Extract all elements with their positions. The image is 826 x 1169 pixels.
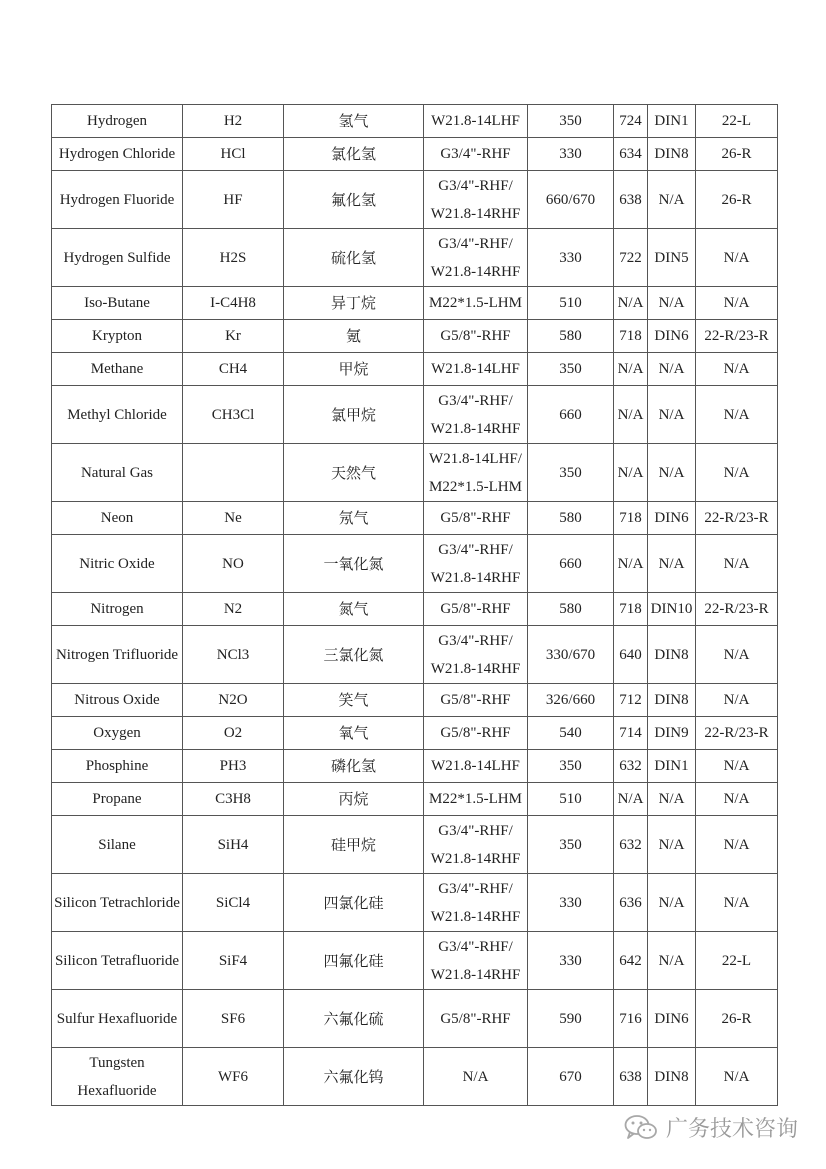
chinese-name: 甲烷 bbox=[284, 353, 424, 386]
gas-name: Silicon Tetrachloride bbox=[52, 874, 183, 932]
pressure: 330 bbox=[528, 932, 614, 990]
formula: I-C4H8 bbox=[183, 287, 284, 320]
formula: HF bbox=[183, 171, 284, 229]
chinese-name: 氯甲烷 bbox=[284, 386, 424, 444]
watermark bbox=[624, 1112, 798, 1143]
connection: M22*1.5-LHM bbox=[424, 287, 528, 320]
code: 638 bbox=[614, 1048, 648, 1106]
pressure: 580 bbox=[528, 593, 614, 626]
formula: N2O bbox=[183, 684, 284, 717]
pressure: 580 bbox=[528, 320, 614, 353]
connection: G3/4"-RHF/ W21.8-14RHF bbox=[424, 386, 528, 444]
table-row bbox=[52, 105, 778, 138]
spec: 22-R/23-R bbox=[696, 502, 778, 535]
pressure: 580 bbox=[528, 502, 614, 535]
pressure: 510 bbox=[528, 287, 614, 320]
connection: W21.8-14LHF bbox=[424, 750, 528, 783]
spec: N/A bbox=[696, 535, 778, 593]
connection: G5/8"-RHF bbox=[424, 593, 528, 626]
connection: G3/4"-RHF/ W21.8-14RHF bbox=[424, 626, 528, 684]
chinese-name: 氟化氢 bbox=[284, 171, 424, 229]
formula: N2 bbox=[183, 593, 284, 626]
din: DIN10 bbox=[648, 593, 696, 626]
table-row bbox=[52, 444, 778, 502]
formula: SiF4 bbox=[183, 932, 284, 990]
connection: W21.8-14LHF/ M22*1.5-LHM bbox=[424, 444, 528, 502]
spec: 22-R/23-R bbox=[696, 593, 778, 626]
code: 638 bbox=[614, 171, 648, 229]
gas-name: Krypton bbox=[52, 320, 183, 353]
gas-name: Neon bbox=[52, 502, 183, 535]
code: N/A bbox=[614, 287, 648, 320]
chinese-name: 氮气 bbox=[284, 593, 424, 626]
formula: H2 bbox=[183, 105, 284, 138]
table-row bbox=[52, 386, 778, 444]
connection: G5/8"-RHF bbox=[424, 717, 528, 750]
code: N/A bbox=[614, 353, 648, 386]
gas-name: Nitrous Oxide bbox=[52, 684, 183, 717]
code: 632 bbox=[614, 816, 648, 874]
table-row bbox=[52, 626, 778, 684]
table-row bbox=[52, 783, 778, 816]
table-row bbox=[52, 593, 778, 626]
din: DIN1 bbox=[648, 105, 696, 138]
gas-name: Propane bbox=[52, 783, 183, 816]
connection: G5/8"-RHF bbox=[424, 990, 528, 1048]
pressure: 326/660 bbox=[528, 684, 614, 717]
din: N/A bbox=[648, 386, 696, 444]
gas-name: Tungsten Hexafluoride bbox=[52, 1048, 183, 1106]
gas-name: Silane bbox=[52, 816, 183, 874]
din: N/A bbox=[648, 171, 696, 229]
table-row bbox=[52, 138, 778, 171]
chinese-name: 硫化氢 bbox=[284, 229, 424, 287]
din: DIN9 bbox=[648, 717, 696, 750]
din: N/A bbox=[648, 874, 696, 932]
connection: G5/8"-RHF bbox=[424, 320, 528, 353]
wechat-icon bbox=[624, 1114, 658, 1142]
chinese-name: 氧气 bbox=[284, 717, 424, 750]
chinese-name: 硅甲烷 bbox=[284, 816, 424, 874]
spec: N/A bbox=[696, 353, 778, 386]
chinese-name: 六氟化钨 bbox=[284, 1048, 424, 1106]
code: 632 bbox=[614, 750, 648, 783]
connection: W21.8-14LHF bbox=[424, 105, 528, 138]
spec: N/A bbox=[696, 816, 778, 874]
table-row bbox=[52, 874, 778, 932]
table-row bbox=[52, 932, 778, 990]
connection: G3/4"-RHF/ W21.8-14RHF bbox=[424, 229, 528, 287]
pressure: 590 bbox=[528, 990, 614, 1048]
code: N/A bbox=[614, 783, 648, 816]
code: 724 bbox=[614, 105, 648, 138]
formula: SiCl4 bbox=[183, 874, 284, 932]
gas-name: Sulfur Hexafluoride bbox=[52, 990, 183, 1048]
din: DIN8 bbox=[648, 684, 696, 717]
connection: G3/4"-RHF/ W21.8-14RHF bbox=[424, 535, 528, 593]
formula: WF6 bbox=[183, 1048, 284, 1106]
watermark-text: 广务技术咨询 bbox=[665, 1117, 798, 1142]
chinese-name: 磷化氢 bbox=[284, 750, 424, 783]
table-row bbox=[52, 684, 778, 717]
gas-name: Nitrogen bbox=[52, 593, 183, 626]
din: DIN1 bbox=[648, 750, 696, 783]
spec: N/A bbox=[696, 750, 778, 783]
din: N/A bbox=[648, 783, 696, 816]
pressure: 350 bbox=[528, 353, 614, 386]
spec: N/A bbox=[696, 874, 778, 932]
gas-name: Hydrogen Chloride bbox=[52, 138, 183, 171]
formula: O2 bbox=[183, 717, 284, 750]
chinese-name: 氢气 bbox=[284, 105, 424, 138]
spec: N/A bbox=[696, 229, 778, 287]
chinese-name: 氖气 bbox=[284, 502, 424, 535]
connection: M22*1.5-LHM bbox=[424, 783, 528, 816]
chinese-name: 氪 bbox=[284, 320, 424, 353]
din: DIN5 bbox=[648, 229, 696, 287]
formula: PH3 bbox=[183, 750, 284, 783]
connection: G5/8"-RHF bbox=[424, 502, 528, 535]
table-row bbox=[52, 320, 778, 353]
gas-name: Oxygen bbox=[52, 717, 183, 750]
spec: N/A bbox=[696, 444, 778, 502]
formula: Ne bbox=[183, 502, 284, 535]
connection: G3/4"-RHF bbox=[424, 138, 528, 171]
code: N/A bbox=[614, 444, 648, 502]
connection: G3/4"-RHF/ W21.8-14RHF bbox=[424, 932, 528, 990]
connection: G3/4"-RHF/ W21.8-14RHF bbox=[424, 171, 528, 229]
din: N/A bbox=[648, 353, 696, 386]
pressure: 660 bbox=[528, 535, 614, 593]
gas-name: Iso-Butane bbox=[52, 287, 183, 320]
din: N/A bbox=[648, 287, 696, 320]
formula: NO bbox=[183, 535, 284, 593]
gas-name: Methane bbox=[52, 353, 183, 386]
chinese-name: 氯化氢 bbox=[284, 138, 424, 171]
table-row bbox=[52, 1048, 778, 1106]
code: 642 bbox=[614, 932, 648, 990]
din: N/A bbox=[648, 932, 696, 990]
spec: 26-R bbox=[696, 990, 778, 1048]
spec: 22-L bbox=[696, 932, 778, 990]
pressure: 330/670 bbox=[528, 626, 614, 684]
din: DIN6 bbox=[648, 502, 696, 535]
gas-name: Nitric Oxide bbox=[52, 535, 183, 593]
din: DIN8 bbox=[648, 626, 696, 684]
gas-name: Natural Gas bbox=[52, 444, 183, 502]
connection: N/A bbox=[424, 1048, 528, 1106]
din: DIN8 bbox=[648, 1048, 696, 1106]
table-row bbox=[52, 229, 778, 287]
gas-name: Hydrogen Fluoride bbox=[52, 171, 183, 229]
code: 712 bbox=[614, 684, 648, 717]
spec: 26-R bbox=[696, 171, 778, 229]
formula: NCl3 bbox=[183, 626, 284, 684]
din: DIN8 bbox=[648, 138, 696, 171]
table-row bbox=[52, 287, 778, 320]
chinese-name: 四氯化硅 bbox=[284, 874, 424, 932]
spec: 22-R/23-R bbox=[696, 320, 778, 353]
code: 716 bbox=[614, 990, 648, 1048]
spec: 22-R/23-R bbox=[696, 717, 778, 750]
code: 636 bbox=[614, 874, 648, 932]
pressure: 660/670 bbox=[528, 171, 614, 229]
code: N/A bbox=[614, 386, 648, 444]
table-row bbox=[52, 171, 778, 229]
table-row bbox=[52, 535, 778, 593]
table-row bbox=[52, 816, 778, 874]
chinese-name: 六氟化硫 bbox=[284, 990, 424, 1048]
pressure: 350 bbox=[528, 444, 614, 502]
pressure: 330 bbox=[528, 229, 614, 287]
gas-cylinder-table bbox=[51, 104, 778, 1106]
din: N/A bbox=[648, 535, 696, 593]
code: 718 bbox=[614, 320, 648, 353]
code: 640 bbox=[614, 626, 648, 684]
chinese-name: 三氯化氮 bbox=[284, 626, 424, 684]
table-row bbox=[52, 750, 778, 783]
code: 718 bbox=[614, 593, 648, 626]
spec: N/A bbox=[696, 1048, 778, 1106]
din: DIN6 bbox=[648, 320, 696, 353]
spec: N/A bbox=[696, 386, 778, 444]
formula: CH4 bbox=[183, 353, 284, 386]
connection: G5/8"-RHF bbox=[424, 684, 528, 717]
table-row bbox=[52, 990, 778, 1048]
code: 634 bbox=[614, 138, 648, 171]
gas-name: Methyl Chloride bbox=[52, 386, 183, 444]
pressure: 350 bbox=[528, 105, 614, 138]
table-row bbox=[52, 717, 778, 750]
code: 718 bbox=[614, 502, 648, 535]
connection: G3/4"-RHF/ W21.8-14RHF bbox=[424, 874, 528, 932]
pressure: 350 bbox=[528, 816, 614, 874]
gas-name: Silicon Tetrafluoride bbox=[52, 932, 183, 990]
pressure: 350 bbox=[528, 750, 614, 783]
connection: W21.8-14LHF bbox=[424, 353, 528, 386]
table-row bbox=[52, 502, 778, 535]
chinese-name: 笑气 bbox=[284, 684, 424, 717]
pressure: 670 bbox=[528, 1048, 614, 1106]
din: N/A bbox=[648, 816, 696, 874]
formula: CH3Cl bbox=[183, 386, 284, 444]
connection: G3/4"-RHF/ W21.8-14RHF bbox=[424, 816, 528, 874]
spec: N/A bbox=[696, 626, 778, 684]
pressure: 330 bbox=[528, 138, 614, 171]
formula bbox=[183, 444, 284, 502]
code: 722 bbox=[614, 229, 648, 287]
gas-name: Nitrogen Trifluoride bbox=[52, 626, 183, 684]
gas-name: Phosphine bbox=[52, 750, 183, 783]
chinese-name: 四氟化硅 bbox=[284, 932, 424, 990]
spec: N/A bbox=[696, 684, 778, 717]
chinese-name: 异丁烷 bbox=[284, 287, 424, 320]
spec: 26-R bbox=[696, 138, 778, 171]
spec: 22-L bbox=[696, 105, 778, 138]
din: DIN6 bbox=[648, 990, 696, 1048]
gas-name: Hydrogen Sulfide bbox=[52, 229, 183, 287]
spec: N/A bbox=[696, 783, 778, 816]
pressure: 660 bbox=[528, 386, 614, 444]
pressure: 540 bbox=[528, 717, 614, 750]
chinese-name: 一氧化氮 bbox=[284, 535, 424, 593]
chinese-name: 天然气 bbox=[284, 444, 424, 502]
code: N/A bbox=[614, 535, 648, 593]
din: N/A bbox=[648, 444, 696, 502]
formula: H2S bbox=[183, 229, 284, 287]
formula: C3H8 bbox=[183, 783, 284, 816]
formula: HCl bbox=[183, 138, 284, 171]
pressure: 510 bbox=[528, 783, 614, 816]
table-row bbox=[52, 353, 778, 386]
pressure: 330 bbox=[528, 874, 614, 932]
spec: N/A bbox=[696, 287, 778, 320]
chinese-name: 丙烷 bbox=[284, 783, 424, 816]
formula: SF6 bbox=[183, 990, 284, 1048]
formula: Kr bbox=[183, 320, 284, 353]
gas-name: Hydrogen bbox=[52, 105, 183, 138]
formula: SiH4 bbox=[183, 816, 284, 874]
code: 714 bbox=[614, 717, 648, 750]
